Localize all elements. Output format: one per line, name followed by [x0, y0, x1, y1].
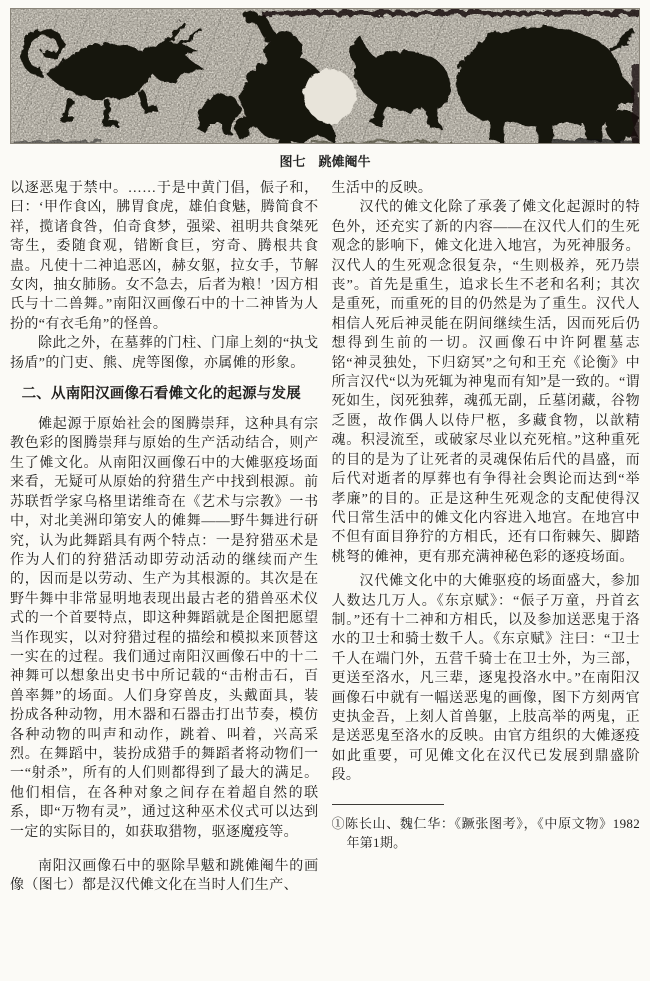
- paragraph: 汉代的傩文化除了承袭了傩文化起源时的特色外，还充实了新的内容——在汉代人们的生死观念的影响下，傩文化进入地宫，为死神服务。汉代人的生死观念很复杂，“生则极养，死乃崇丧”。首先是重生，追求长生不老和名利；其次是重死，而重死的目的仍然是为了重生。汉代人相信人死后神灵能在阴间继续生活，因而死后仍想得到生前的一切。汉画像石中许阿瞿墓志铭“神灵独处，下归窈冥”之句和王充《论衡》中所言汉代“以为死辄为神鬼而有知”是一致的。“谓死如生，闵死独葬，魂孤无副，丘墓闭藏，谷物乏匮，故作偶人以侍尸柩，多藏食物，以歆精魂。积浸流至，或破家尽业以充死棺。”这种重死的目的是为了让死者的灵魂保佑后代的昌盛，而后代对逝者的厚葬也有争得社会舆论而达到“举孝廉”的目的。正是这种生死观念的支配使得汉代日常生活中的傩文化内容进入地宫。在地宫中不但有面目狰狞的方相氏，还有口衔棘矢、脚踏桃弩的傩神，更有那充满神秘色彩的逐疫场面。: [331, 200, 640, 565]
- right-column: [332, 179, 641, 896]
- paragraph-quote-continuation: 以逐恶鬼于禁中。……于是中黄门倡，侲子和，曰：‘甲作食凶，胇胃食虎，雄伯食魅，腾简食不祥，揽诸食咎，伯奇食梦，强梁、祖明共食桀死寄生，委随食观，错断食巨，穷奇、腾根共食蛊。凡使十二神追恶凶，赫女躯，拉女手，节解女肉，抽女肺肠。女不急去，后者为粮！’因方相氏与十二兽舞。”南阳汉画像石中的十二神皆为人扮的“有衣毛角”的怪兽。: [10, 181, 319, 332]
- footnote-text: ①陈长山、魏仁华：《蹶张图考》，《中原文物》1982年第1期。: [331, 815, 640, 850]
- rubbing-plate: [10, 8, 640, 144]
- paragraph-continuation: 生活中的反映。: [331, 181, 433, 196]
- paragraph: 除此之外，在墓葬的门柱、门扉上刻的“执戈扬盾”的门吏、熊、虎等图像，亦属傩的形象。: [10, 336, 319, 371]
- paragraph: 南阳汉画像石中的驱除旱魃和跳傩阉牛的画像（图七）都是汉代傩文化在当时人们生产、: [10, 859, 319, 894]
- rubbing-art: [11, 9, 639, 143]
- left-column: [10, 179, 319, 896]
- paragraph: 傩起源于原始社会的图腾崇拜，这种具有宗教色彩的图腾崇拜与原始的生产活动结合，则产生了傩文化。从南阳汉画像石中的大傩驱疫场面来看，无疑可从原始的狩猎生产中找到根源。前苏联哲学家乌格里诺维奇在《艺术与宗教》一书中，对北美洲印第安人的傩舞——野牛舞进行研究，认为此舞蹈具有两个特点：一是狩猎巫术是作为人们的狩猎活动即劳动活动的继续而产生的，因而是以劳动、生产为其根源的。其次是在野牛舞中非常显明地表现出最古老的猎兽巫术仪式的一个首要特点，即这种舞蹈就是企图把愿望当作现实，以对狩猎过程的描绘和模拟来顶替这一实在的过程。我们通过南阳汉画像石中的十二神舞可以想象出史书中所记载的“击柎击石，百兽率舞”的场面。人们身穿兽皮，头戴面具，装扮成各种动物，用木器和石器击打出节奏，模仿各种动物的叫声和动作，跳着、叫着，兴高采烈。在舞蹈中，装扮成猎手的舞蹈者将动物们一一“射杀”，所有的人们则都得到了最大的满足。他们相信，在各种对象之间存在着超自然的联系，即“万物有灵”，通过这种巫术仪式可以达到一定的实际目的，如获取猎物，驱逐魔疫等。: [10, 417, 319, 840]
- two-column-text: [10, 179, 640, 896]
- figure-caption: 图七 跳傩阉牛: [279, 154, 371, 169]
- figure-7: [10, 8, 640, 170]
- footnote: [332, 804, 641, 852]
- section-heading: 二、从南阳汉画像石看傩文化的起源与发展: [21, 386, 301, 403]
- footnote-separator: [332, 804, 444, 805]
- paragraph: 汉代傩文化中的大傩驱疫的场面盛大，参加人数达几万人。《东京赋》：“侲子万童，丹首玄制。”还有十二神和方相氏，以及参加送恶鬼于洛水的卫士和骑士数千人。《东京赋》注曰：“卫士千人在端门外，五营千骑士在卫士外，为三部，更送至洛水，凡三辈，逐鬼投洛水中。”在南阳汉画像石中就有一幅送恶鬼的画像，图下方刻两官吏执金吾，上刻人首兽躯，上肢高举的两鬼，正是送恶鬼至洛水的反映。由官方组织的大傩逐疫如此重要，可见傩文化在汉代已发展到鼎盛阶段。: [331, 574, 640, 784]
